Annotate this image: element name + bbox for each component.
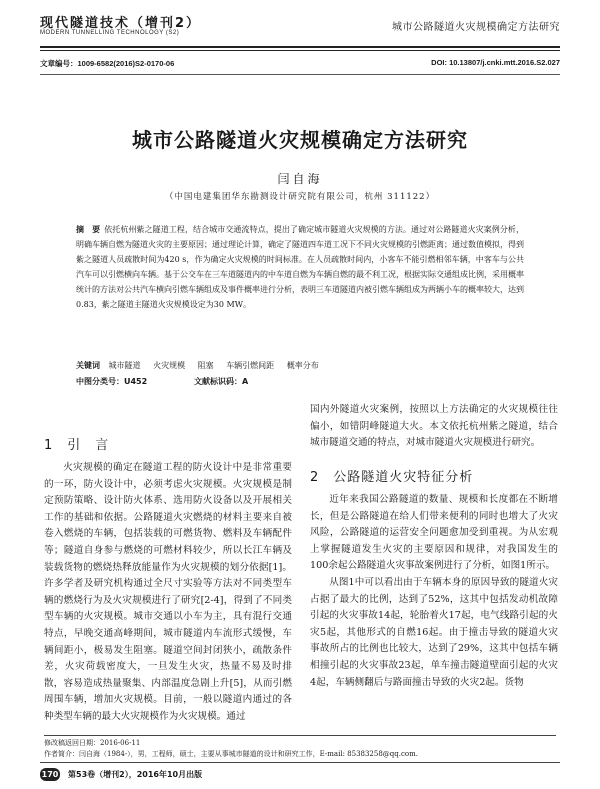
abstract (76, 222, 524, 312)
keywords-label: 关键词 (76, 361, 100, 370)
article-meta (40, 58, 560, 69)
clc-number: 中图分类号：U452 (76, 377, 148, 386)
affiliation: （中国电建集团华东勘测设计研究院有限公司，杭州 311122） (164, 192, 436, 202)
paragraph: 火灾规模的确定在隧道工程的防火设计中是非常重要的一环，防火设计中，必须考虑火灾规模。火灾规模是制定预防策略、设计防火体系、选用防火设备以及开展相关工作的基础和依据。公路隧道火灾燃烧的材料主要来自被卷入燃烧的车辆，包括装载的可燃货物、燃料及车辆配件等；隧道自身参与燃烧的可燃材料较少，所以长江车辆及装载货物的燃烧热释放能量作为火灾规模的划分依据[1]。许多学者及研究机构通过全尺寸实验等方法对不同类型车辆的燃烧行为及火灾规模进行了研究[2-4]，得到了不同类型车辆的火灾规模。城市交通以小车为主，具有混行交通特点，早晚交通高峰期间，城市隧道内车流形式缓慢，车辆间距小，极易发生阻塞。隧道空间封闭狭小，疏散条件差，火灾荷载密度大，一旦发生火灾，热量不易及时排散，容易造成热量聚集、内部温度急剧上升[5]，从而引燃周围车辆，增加火灾规模。目前，一般以隧道内通过的各种类型车辆的最大火灾规模作为火灾规模。通过 (44, 462, 292, 722)
classification (76, 376, 524, 387)
journal-header (40, 12, 560, 46)
footer-divider (40, 762, 560, 763)
keyword: 概率分布 (286, 361, 319, 370)
footnote-divider (44, 735, 556, 736)
doi: DOI: 10.13807/j.cnki.mtt.2016.S2.027 (431, 58, 560, 67)
document-code: 文献标识码：A (194, 377, 249, 386)
meta-divider (40, 74, 560, 75)
abstract-label: 摘 要 (76, 225, 101, 234)
abstract-text: 依托杭州紫之隧道工程，结合城市交通流特点，提出了确定城市隧道火灾规模的方法。通过对公路隧道火灾案例分析，明确车辆自燃为隧道火灾的主要原因；通过理论计算，确定了隧道四车道工况下不同火灾规模的引燃距离；通过数值模拟，得到紫之隧道人员疏散时间为420 s，作为确定火灾规模的时间标准。在人员疏散时间内，小客车不能引燃相邻车辆，中客车与公共汽车可以引燃横向车辆。基于公交车在三车道隧道内的中车道自燃为车辆自燃的最不利工况，根据实际交通组成比例，采用概率统计的方法对公共汽车横向引燃车辆组成及事件概率进行分析，表明三车道隧道内被引燃车辆组成为两辆小车的概率较大，达到0.83，紫之隧道主隧道火灾规模设定为30 MW。 (76, 225, 525, 309)
keyword: 火灾规模 (153, 361, 186, 370)
author-bio: 作者简介：闫自海（1984-），男，工程师，硕士，主要从事城市隧道的设计和研究工作，E-mail: 85383258@qq.com. (44, 750, 418, 758)
running-title: 城市公路隧道火灾规模确定方法研究 (392, 22, 560, 33)
author: 闫自海 (277, 172, 323, 186)
paper-title: 城市公路隧道火灾规模确定方法研究 (132, 128, 468, 152)
paragraph: 近年来我国公路隧道的数量、规模和长度都在不断增长，但是公路隧道在给人们带来便利的同时也增大了火灾风险，公路隧道的运营安全问题愈加受到重视。为从宏观上掌握隧道发生火灾的主要原因和规律，对我国发生的100余起公路隧道火灾事故案例进行了分析，如图1所示。 (310, 494, 558, 572)
keyword: 城市隧道 (108, 361, 141, 370)
keywords (76, 360, 524, 371)
header-divider (40, 46, 560, 48)
intro-continuation (310, 402, 558, 452)
journal-name-en: MODERN TUNNELLING TECHNOLOGY (S2) (40, 30, 180, 36)
page-footer (40, 768, 202, 781)
keyword: 阻塞 (197, 361, 214, 370)
article-number: 文章编号：1009-6582(2016)S2-0170-06 (40, 59, 175, 68)
page-number: 170 (41, 770, 59, 779)
journal-name: 现代隧道技术（增刊2） (40, 16, 202, 31)
section-2-heading: 2 公路隧道火灾特征分析 (310, 470, 474, 485)
section-1-heading: 1 引 言 (44, 438, 110, 453)
paragraph: 国内外隧道火灾案例，按照以上方法确定的火灾规模往往偏小，如错阴峰隧道大火。本文依托杭州紫之隧道，结合城市隧道交通的特点，对城市隧道火灾规模进行研究。 (310, 404, 558, 449)
keyword: 车辆引燃间距 (226, 361, 275, 370)
header-divider-thin (40, 50, 560, 51)
received-date: 修改稿返回日期：2016-06-11 (44, 739, 141, 747)
issue-info: 第53卷（增刊2），2016年10月出版 (68, 770, 203, 779)
section-2-body (310, 492, 558, 691)
paragraph: 从图1中可以看出由于车辆本身的原因导致的隧道火灾占据了最大的比例，达到了52%，这其中包括发动机故障引起的火灾事故14起，轮胎着火17起，电气线路引起的火灾5起，其他形式的自燃16起。由于撞击导致的隧道火灾事故所占的比例也比较大，达到了29%，这其中包括车辆相撞引起的火灾事故23起，单车撞击隧道壁面引起的火灾4起，车辆侧翻后与路面撞击导致的火灾2起。货物 (310, 576, 558, 688)
section-1-body (44, 460, 292, 726)
